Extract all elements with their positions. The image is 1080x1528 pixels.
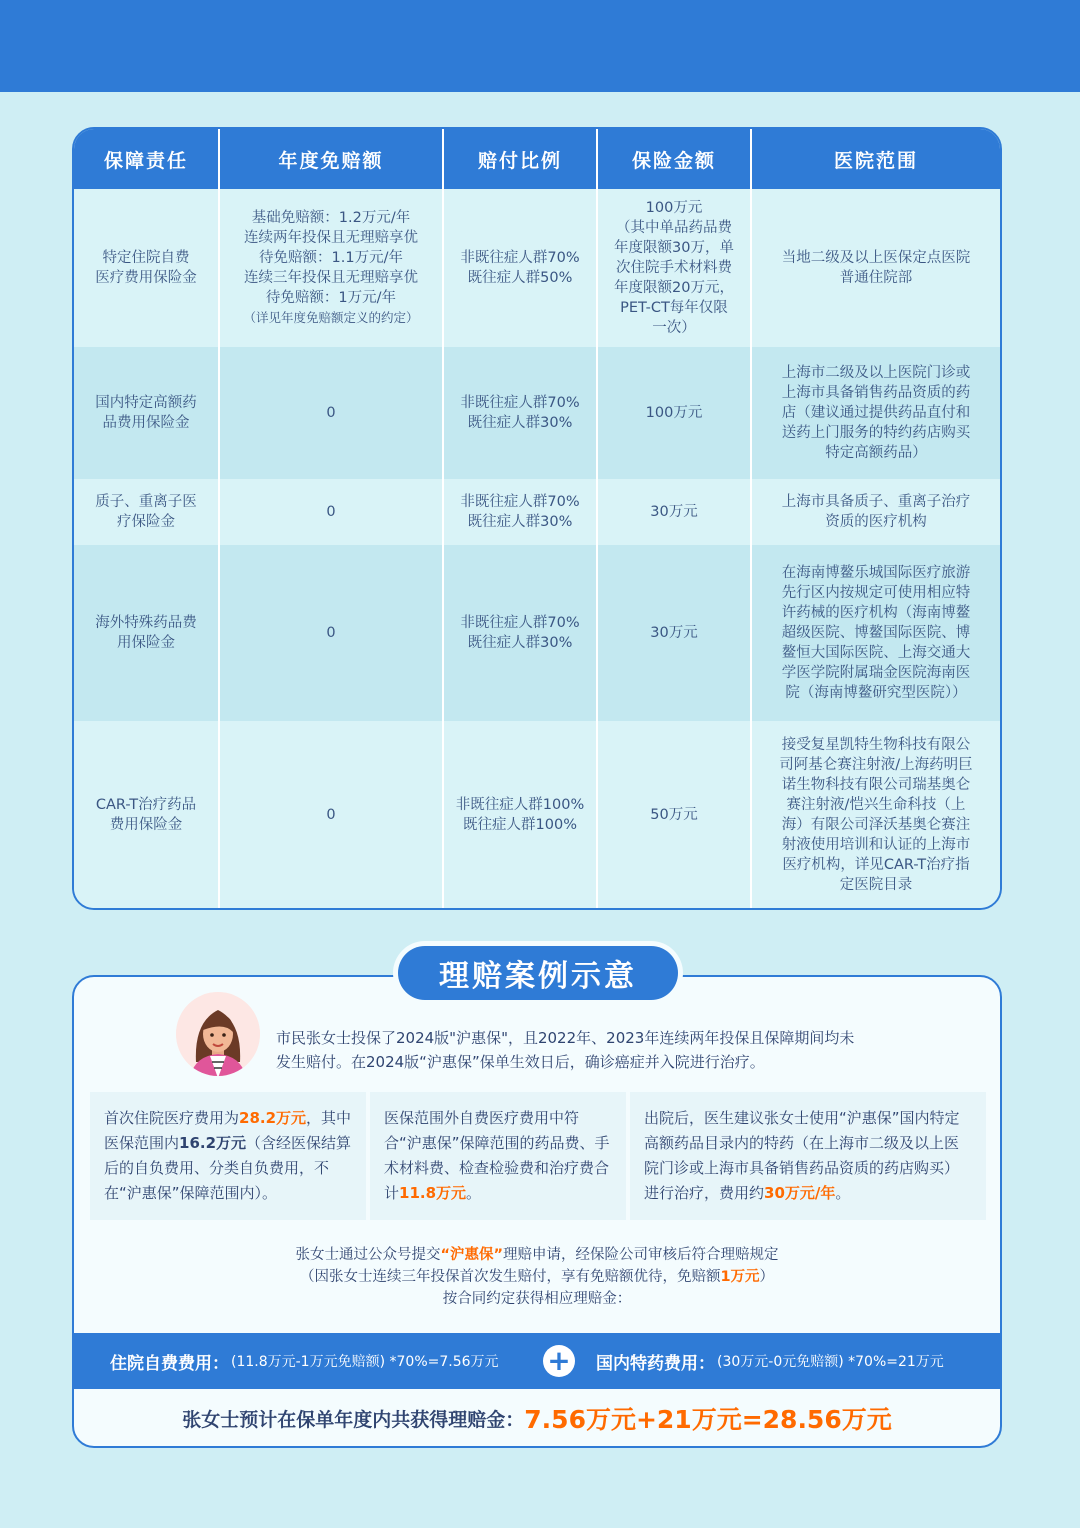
case-title: 理赔案例示意 bbox=[398, 946, 678, 1000]
cell-amount: 100万元 （其中单品药品费 年度限额30万，单 次住院手术材料费 年度限额20万元， PET-CT每年仅限 一次） bbox=[598, 189, 752, 347]
table-row bbox=[74, 189, 1000, 347]
cell-amount: 50万元 bbox=[598, 721, 752, 908]
cell-deductible: 基础免赔额：1.2万元/年 连续两年投保且无理赔享优 待免赔额：1.1万元/年 连续三年投保且无理赔享优 待免赔额：1万元/年 （详见年度免赔额定义的约定） bbox=[220, 189, 444, 347]
cell-amount: 30万元 bbox=[598, 545, 752, 721]
cell-deductible: 0 bbox=[220, 545, 444, 721]
coverage-table bbox=[72, 127, 1002, 910]
header-ratio: 赔付比例 bbox=[444, 129, 598, 189]
cell-hospital: 接受复星凯特生物科技有限公 司阿基仑赛注射液/上海药明巨 诺生物科技有限公司瑞基奥仑 赛注射液/恺兴生命科技（上 海）有限公司泽沃基奥仑赛注 射液使用培训和认证的上海市 医疗机构，详见CAR-T治疗指 定医院目录 bbox=[779, 736, 973, 893]
cell-hospital: 当地二级及以上医保定点医院 普通住院部 bbox=[781, 250, 971, 286]
case-steps bbox=[90, 1092, 986, 1220]
formula-bar bbox=[72, 1333, 1002, 1389]
header-hospital: 医院范围 bbox=[833, 149, 918, 172]
total-claim: 张女士预计在保单年度内共获得理赔金： 7.56万元+21万元=28.56万元 bbox=[182, 1405, 892, 1434]
cell-coverage: 国内特定高额药 品费用保险金 bbox=[74, 347, 220, 479]
case-step-3: 出院后，医生建议张女士使用“沪惠保”国内特定高额药品目录内的特药（在上海市二级及以上医院门诊或上海市具备销售药品资质的药店购买）进行治疗，费用约30万元/年。 bbox=[630, 1092, 986, 1220]
cell-deductible: 0 bbox=[220, 721, 444, 908]
cell-coverage: 海外特殊药品费 用保险金 bbox=[74, 545, 220, 721]
cell-coverage: 特定住院自费 医疗费用保险金 bbox=[74, 189, 220, 347]
claim-process: 张女士通过公众号提交“沪惠保”理赔申请，经保险公司审核后符合理赔规定 （因张女士连续三年投保首次发生赔付，享有免赔额优待，免赔额1万元） 按合同约定获得相应理赔金： bbox=[295, 1247, 779, 1307]
cell-deductible: 0 bbox=[220, 479, 444, 545]
formula-drug: 国内特药费用： (30万元-0元免赔额) *70%=21万元 bbox=[596, 1353, 944, 1374]
cell-amount: 30万元 bbox=[598, 479, 752, 545]
cell-ratio: 非既往症人群100% 既往症人群100% bbox=[444, 721, 598, 908]
cell-ratio: 非既往症人群70% 既往症人群30% bbox=[444, 545, 598, 721]
header-amount: 保险金额 bbox=[598, 129, 752, 189]
cell-ratio: 非既往症人群70% 既往症人群30% bbox=[444, 347, 598, 479]
formula-hospital: 住院自费费用： (11.8万元-1万元免赔额) *70%=7.56万元 bbox=[110, 1353, 499, 1374]
case-step-2: 医保范围外自费医疗费用中符合“沪惠保”保障范围的药品费、手术材料费、检查检验费和治疗费合计11.8万元。 bbox=[370, 1092, 626, 1220]
cell-hospital: 在海南博鳌乐城国际医疗旅游 先行区内按规定可使用相应特 许药械的医疗机构（海南博鳌 超级医院、博鳌国际医院、博 鳌恒大国际医院、上海交通大 学医学院附属瑞金医院海南医 院（海南博鳌研究型医院）） bbox=[781, 565, 971, 701]
case-intro: 市民张女士投保了2024版"沪惠保"，且2022年、2023年连续两年投保且保障期间均未 发生赔付。在2024版“沪惠保”保单生效日后，确诊癌症并入院进行治疗。 bbox=[276, 1029, 855, 1071]
cell-coverage: CAR-T治疗药品 费用保险金 bbox=[74, 721, 220, 908]
top-banner bbox=[0, 0, 1080, 92]
case-step-1: 首次住院医疗费用为28.2万元，其中医保范围内16.2万元（含经医保结算后的自负费用、分类自负费用，不在“沪惠保”保障范围内）。 bbox=[90, 1092, 366, 1220]
header-deductible: 年度免赔额 bbox=[220, 129, 444, 189]
avatar bbox=[176, 992, 260, 1076]
table-row bbox=[74, 479, 1000, 545]
table-row bbox=[74, 347, 1000, 479]
woman-avatar-icon bbox=[176, 992, 260, 1076]
cell-deductible: 0 bbox=[220, 347, 444, 479]
cell-ratio: 非既往症人群70% 既往症人群30% bbox=[444, 479, 598, 545]
plus-icon: + bbox=[543, 1345, 575, 1377]
cell-hospital: 上海市具备质子、重离子治疗 资质的医疗机构 bbox=[781, 494, 971, 530]
cell-coverage: 质子、重离子医 疗保险金 bbox=[74, 479, 220, 545]
cell-amount: 100万元 bbox=[598, 347, 752, 479]
table-row bbox=[74, 545, 1000, 721]
header-coverage: 保障责任 bbox=[74, 129, 220, 189]
cell-ratio: 非既往症人群70% 既往症人群50% bbox=[444, 189, 598, 347]
table-row bbox=[74, 721, 1000, 908]
cell-hospital: 上海市二级及以上医院门诊或 上海市具备销售药品资质的药 店（建议通过提供药品直付和 送药上门服务的特约药店购买 特定高额药品） bbox=[781, 365, 971, 461]
table-header bbox=[74, 129, 1000, 189]
